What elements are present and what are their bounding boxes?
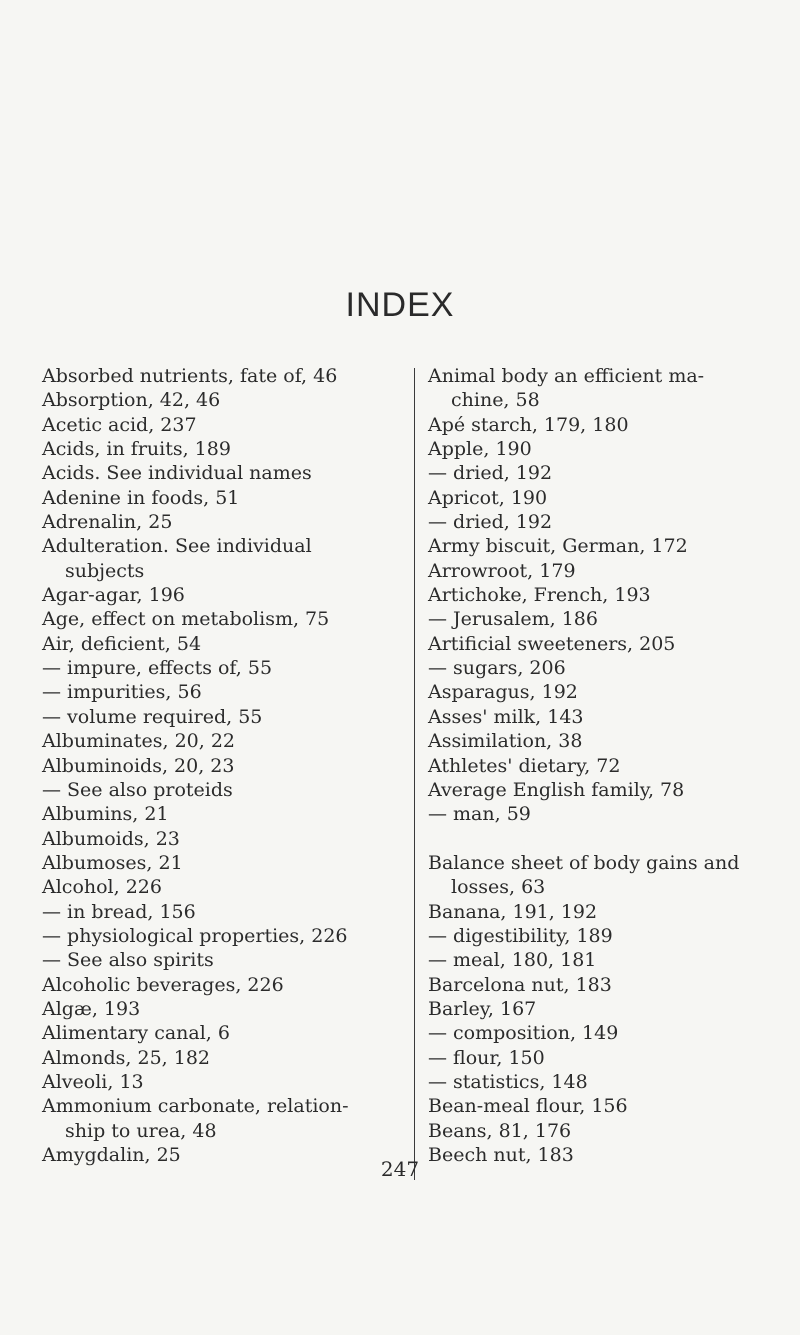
index-entry: Acids. See individual names: [42, 462, 312, 485]
index-entry: Age, effect on metabolism, 75: [42, 608, 330, 631]
index-entry: Asses' milk, 143: [428, 705, 584, 728]
index-entry: Agar-agar, 196: [42, 584, 185, 607]
index-entry: Barley, 167: [428, 997, 537, 1020]
index-entry: Adulteration. See individual: [42, 535, 312, 558]
index-entry: — See also proteids: [42, 778, 233, 801]
index-entry: — dried, 192: [428, 511, 553, 534]
index-entry: Animal body an efficient ma-: [428, 365, 705, 387]
index-entry: Adrenalin, 25: [42, 511, 173, 534]
index-entry: Amygdalin, 25: [42, 1144, 181, 1166]
column-divider: [414, 368, 415, 1180]
index-entry: — dried, 192: [428, 462, 553, 485]
index-entry: — in bread, 156: [42, 900, 196, 923]
index-entry: Arrowroot, 179: [428, 559, 576, 582]
letter-group-gap: [428, 827, 778, 851]
page-title: INDEX: [345, 286, 455, 324]
index-entry: Apricot, 190: [428, 486, 548, 509]
index-entry: — statistics, 148: [428, 1070, 588, 1093]
index-entry: Balance sheet of body gains and: [428, 851, 740, 874]
index-entry: Artificial sweeteners, 205: [428, 632, 676, 655]
index-entry: Albuminoids, 20, 23: [42, 754, 235, 777]
index-entry: Apple, 190: [428, 438, 532, 461]
index-entry: subjects: [65, 559, 145, 582]
index-entry: Absorption, 42, 46: [42, 389, 221, 412]
index-entry: Average English family, 78: [428, 778, 685, 801]
index-entry: chine, 58: [451, 389, 540, 412]
index-entry: Athletes' dietary, 72: [428, 754, 621, 777]
index-entry: Albumoids, 23: [42, 827, 180, 850]
index-entry: Beans, 81, 176: [428, 1119, 572, 1142]
index-entry: Almonds, 25, 182: [42, 1046, 211, 1069]
index-entry: Albumoses, 21: [42, 851, 183, 874]
index-entry: Beech nut, 183: [428, 1144, 574, 1166]
index-entry: Alimentary canal, 6: [42, 1022, 230, 1045]
index-entry: — physiological properties, 226: [42, 924, 348, 947]
index-entry: Ammonium carbonate, relation-: [42, 1095, 349, 1118]
index-entry: Adenine in foods, 51: [42, 486, 240, 509]
page-number: 247: [380, 1157, 420, 1181]
index-entry: — man, 59: [428, 803, 531, 826]
index-entry: Acetic acid, 237: [42, 413, 197, 436]
index-entry: Army biscuit, German, 172: [428, 535, 688, 558]
index-entry: Algæ, 193: [42, 997, 141, 1020]
index-entry: — sugars, 206: [428, 657, 566, 680]
index-entry: — Jerusalem, 186: [428, 608, 598, 631]
index-entry: Asparagus, 192: [428, 681, 578, 704]
index-entry: losses, 63: [451, 876, 546, 899]
index-entry: Air, deficient, 54: [42, 632, 202, 655]
index-entry: ship to urea, 48: [65, 1119, 217, 1142]
index-entry: — digestibility, 189: [428, 924, 613, 947]
index-entry: Albuminates, 20, 22: [42, 730, 235, 753]
index-entry: — See also spirits: [42, 949, 214, 972]
index-entry: Albumins, 21: [42, 803, 169, 826]
index-entry: — impurities, 56: [42, 681, 202, 704]
index-entry: Acids, in fruits, 189: [42, 438, 231, 461]
index-entry: — meal, 180, 181: [428, 949, 597, 972]
index-entry: Bean-meal flour, 156: [428, 1095, 628, 1118]
index-entry: Absorbed nutrients, fate of, 46: [42, 365, 338, 387]
index-entry: Alcohol, 226: [42, 876, 162, 899]
index-entry: Assimilation, 38: [428, 730, 583, 753]
index-column-left: [42, 364, 407, 1167]
index-entry: — composition, 149: [428, 1022, 619, 1045]
index-entry: Banana, 191, 192: [428, 900, 598, 923]
index-entry: Alcoholic beverages, 226: [42, 973, 284, 996]
index-entry: Alveoli, 13: [42, 1070, 144, 1093]
index-entry: — impure, effects of, 55: [42, 657, 273, 680]
index-entry: Apé starch, 179, 180: [428, 413, 629, 436]
index-entry: — flour, 150: [428, 1046, 545, 1069]
index-column-right: [428, 364, 778, 1167]
index-entry: Artichoke, French, 193: [428, 584, 651, 607]
index-entry: Barcelona nut, 183: [428, 973, 612, 996]
index-entry: — volume required, 55: [42, 705, 263, 728]
